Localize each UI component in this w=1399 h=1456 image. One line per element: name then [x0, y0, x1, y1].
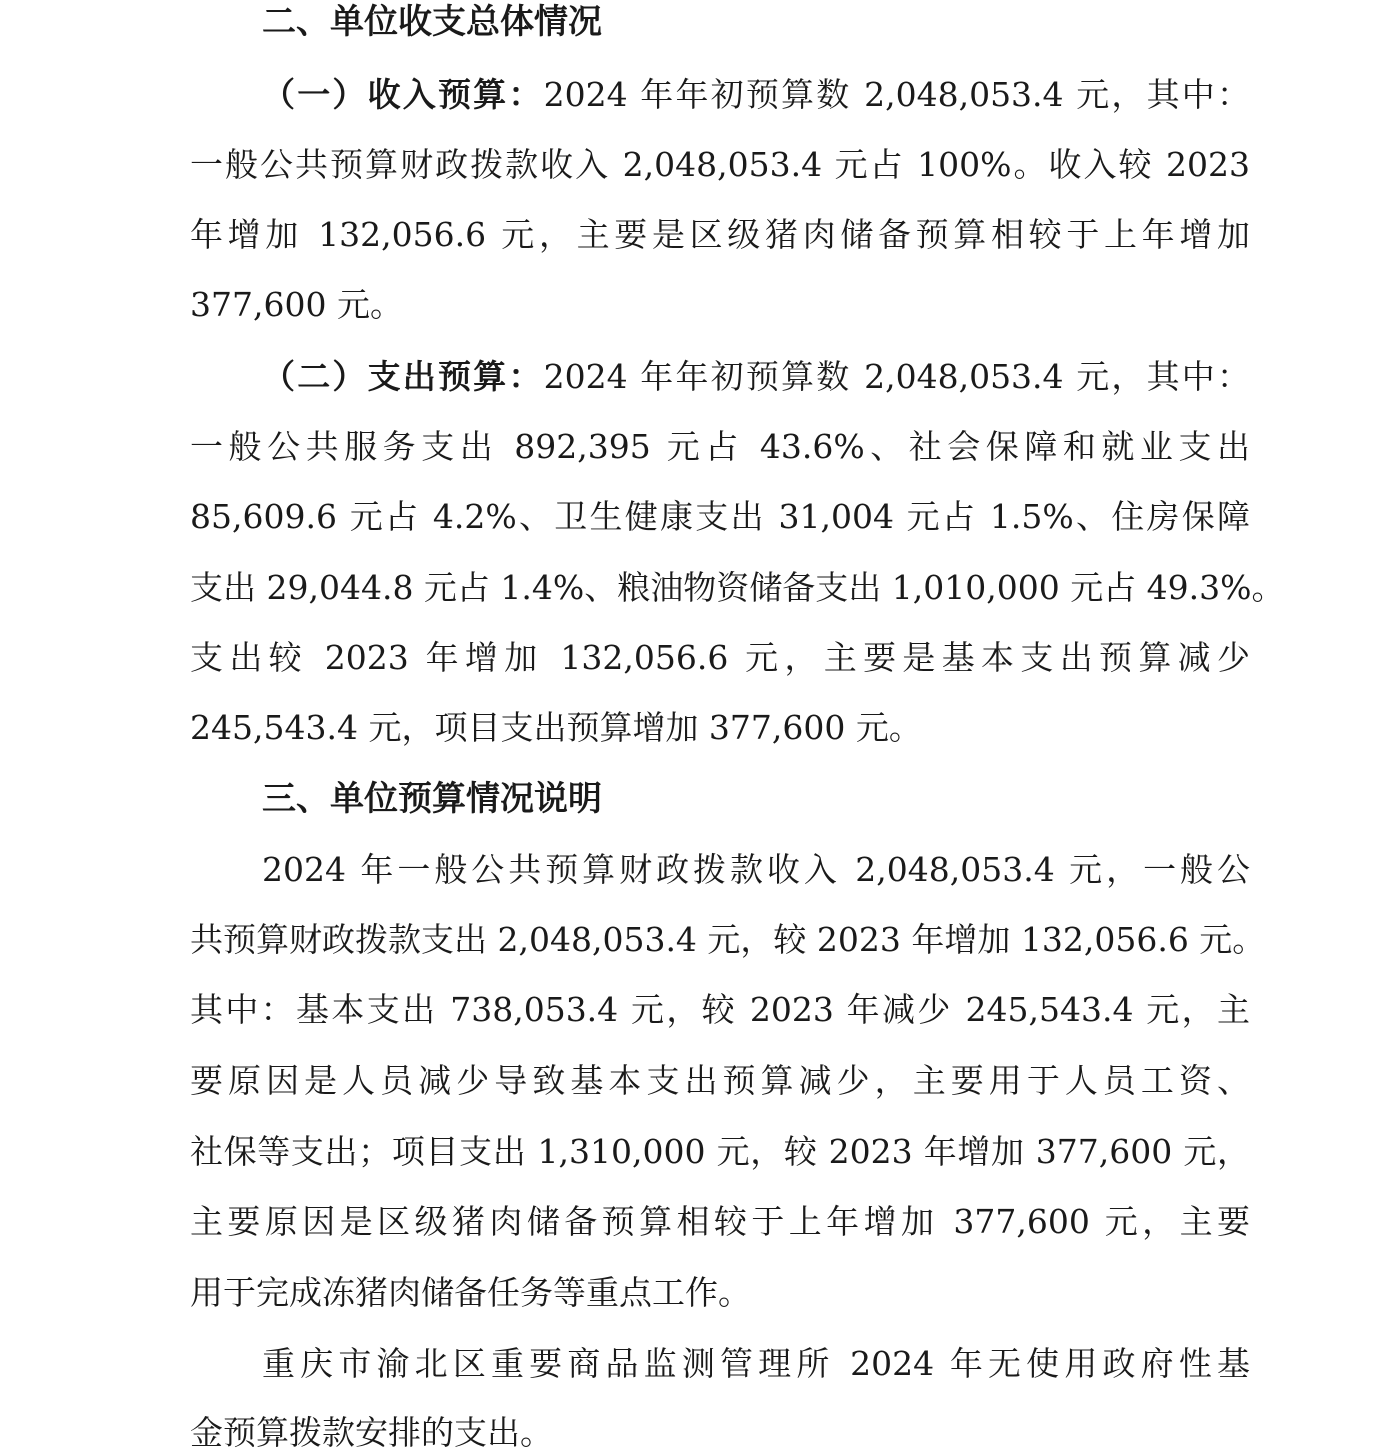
- expense-line-2: 一般公共服务支出 892,395 元占 43.6%、社会保障和就业支出: [190, 427, 1250, 466]
- para1-line-3: 其中：基本支出 738,053.4 元，较 2023 年减少 245,543.4 元，主: [190, 990, 1250, 1029]
- expense-line-5: 支出较 2023 年增加 132,056.6 元，主要是基本支出预算减少: [190, 638, 1250, 677]
- expense-line-1: [262, 357, 1250, 397]
- income-text-1: 2024 年年初预算数 2,048,053.4 元，其中：: [543, 75, 1251, 114]
- para1-line-4: 要原因是人员减少导致基本支出预算减少，主要用于人员工资、: [190, 1061, 1250, 1100]
- para1-line-2: 共预算财政拨款支出 2,048,053.4 元，较 2023 年增加 132,056.6 元。: [190, 920, 1266, 959]
- expense-label: （二）支出预算：: [262, 357, 544, 396]
- para2-line-1: 重庆市渝北区重要商品监测管理所 2024 年无使用政府性基: [262, 1344, 1250, 1383]
- expense-line-4: 支出 29,044.8 元占 1.4%、粮油物资储备支出 1,010,000 元占 49.3%。: [190, 568, 1285, 607]
- para1-line-6: 主要原因是区级猪肉储备预算相较于上年增加 377,600 元，主要: [190, 1202, 1250, 1241]
- expense-line-6: 245,543.4 元，项目支出预算增加 377,600 元。: [190, 708, 922, 747]
- expense-line-3: 85,609.6 元占 4.2%、卫生健康支出 31,004 元占 1.5%、住房保障: [190, 497, 1250, 536]
- para2-line-2: 金预算拨款安排的支出。: [190, 1413, 553, 1452]
- income-line-3: 年增加 132,056.6 元，主要是区级猪肉储备预算相较于上年增加: [190, 215, 1250, 254]
- section-heading-2: 二、单位收支总体情况: [262, 2, 602, 42]
- income-line-4: 377,600 元。: [190, 285, 403, 324]
- section-heading-3: 三、单位预算情况说明: [262, 779, 602, 819]
- income-line-2: 一般公共预算财政拨款收入 2,048,053.4 元占 100%。收入较 2023: [190, 145, 1250, 184]
- para1-line-5: 社保等支出；项目支出 1,310,000 元，较 2023 年增加 377,600 元，: [190, 1132, 1250, 1171]
- expense-text-1: 2024 年年初预算数 2,048,053.4 元，其中：: [543, 357, 1251, 396]
- para1-line-7: 用于完成冻猪肉储备任务等重点工作。: [190, 1273, 751, 1312]
- income-label: （一）收入预算：: [262, 75, 544, 114]
- income-line-1: [262, 75, 1250, 115]
- para1-line-1: 2024 年一般公共预算财政拨款收入 2,048,053.4 元，一般公: [262, 850, 1250, 889]
